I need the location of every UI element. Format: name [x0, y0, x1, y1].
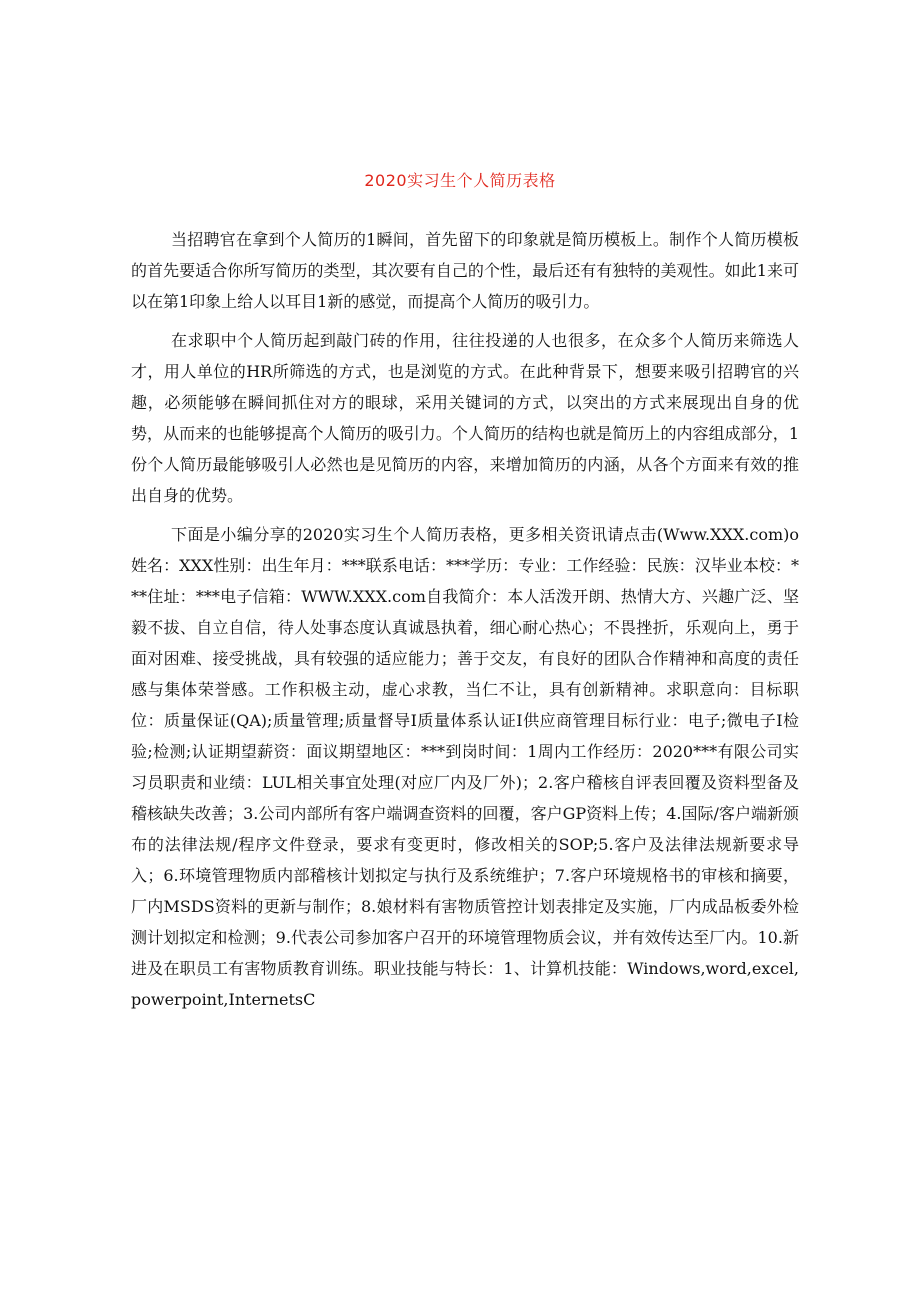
paragraph-job-search: 在求职中个人简历起到敲门砖的作用，往往投递的人也很多，在众多个人简历来筛选人才，用人单位的HR所筛选的方式，也是浏览的方式。在此种背景下，想要来吸引招聘官的兴趣，必须能够在瞬间抓住对方的眼球，采用关键词的方式，以突出的方式来展现出自身的优势，从而来的也能够提高个人简历的吸引力。个人简历的结构也就是简历上的内容组成部分，1份个人简历最能够吸引人必然也是见简历的内容，来增加简历的内涵，从各个方面来有效的推出自身的优势。 — [131, 331, 799, 505]
paragraph-resume-details: 下面是小编分享的2020实习生个人简历表格，更多相关资讯请点击(Www.XXX.com)o姓名：XXX性别：出生年月：***联系电话：***学历：专业：工作经验：民族：汉毕业本校：***住址：***电子信箱：WWW.XXX.com自我简介：本人活泼开朗、热情大方、兴趣广泛、坚毅不拔、自立自信，待人处事态度认真诚恳执着，细心耐心热心；不畏挫折，乐观向上，勇于面对困难、接受挑战，具有较强的适应能力；善于交友，有良好的团队合作精神和高度的责任感与集体荣誉感。工作积极主动，虚心求教，当仁不让，具有创新精神。求职意向：目标职位：质量保证(QA);质量管理;质量督导I质量体系认证I供应商管理目标行业：电子;微电子I检验;检测;认证期望薪资：面议期望地区：***到岗时间：1周内工作经历：2020***有限公司实习员职责和业绩：LUL相关事宜处理(对应厂内及厂外)；2.客户稽核自评表回覆及资料型备及稽核缺失改善；3.公司内部所有客户端调查资料的回覆，客户GP资料上传；4.国际/客户端新颁布的法律法规/程序文件登录，要求有变更时，修改相关的SOP;5.客户及法律法规新要求导入；6.环境管理物质内部稽核计划拟定与执行及系统维护；7.客户环境规格书的审核和摘要，厂内MSDS资料的更新与制作；8.娘材料有害物质管控计划表排定及实施，厂内成品板委外检测计划拟定和检测；9.代表公司参加客户召开的环境管理物质会议，并有效传达至厂内。10.新进及在职员工有害物质教育训练。职业技能与特长：1、计算机技能：Windows,word,excel,powerpoint,InternetsC — [131, 525, 799, 1009]
document-body — [131, 224, 799, 1015]
paragraph-intro: 当招聘官在拿到个人简历的1瞬间，首先留下的印象就是简历模板上。制作个人简历模板的首先要适合你所写简历的类型，其次要有自己的个性，最后还有有独特的美观性。如此1来可以在第1印象上给人以耳目1新的感觉，而提高个人简历的吸引力。 — [131, 230, 799, 311]
document-title: 2020实习生个人简历表格 — [364, 171, 556, 190]
